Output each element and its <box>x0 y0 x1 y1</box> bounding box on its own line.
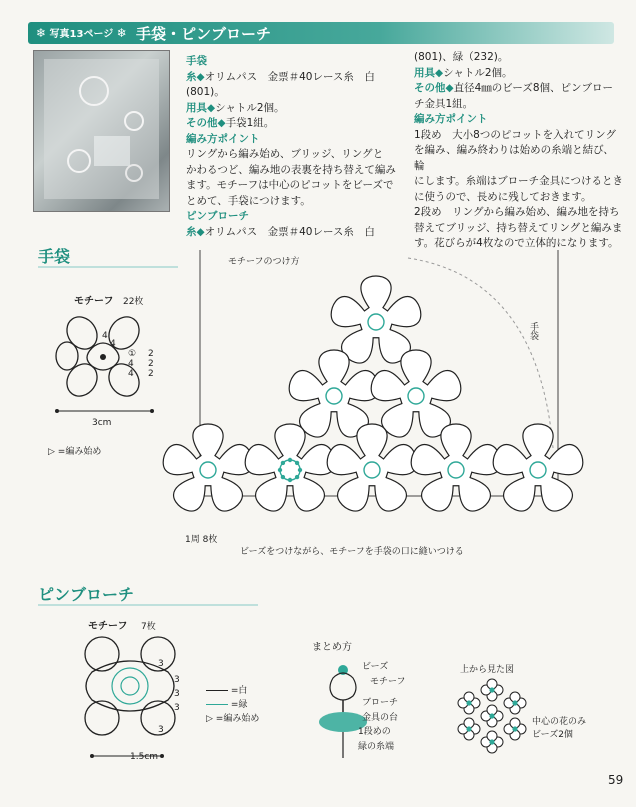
petal-ring <box>56 342 78 370</box>
text-line <box>414 81 624 97</box>
legend-white: =白 <box>206 684 259 698</box>
photo-checker <box>94 136 130 166</box>
mini-flower <box>481 731 503 753</box>
legend-start: ▷ =編み始め <box>206 714 260 724</box>
page-title: 手袋・ピンブローチ <box>136 25 272 43</box>
legend-green: =緑 <box>206 698 259 712</box>
glove-heading-rule <box>38 266 178 268</box>
text-line <box>186 54 401 70</box>
top-view-diagram <box>452 676 532 756</box>
petal-ring <box>85 637 119 671</box>
stitch-count: 3 <box>158 659 164 669</box>
body-text: 1段め 大小8つのピコットを入れてリング <box>414 128 616 141</box>
flower-motif <box>371 350 461 437</box>
text-line <box>414 143 624 174</box>
petal-ring <box>61 358 103 402</box>
brooch-size-label: 1.5cm <box>130 752 159 762</box>
body-text: (801)、緑（232)。 <box>414 51 509 63</box>
body-text: 手袋1組。 <box>225 117 275 129</box>
size-end <box>90 754 94 758</box>
section-label: 用具 <box>414 66 435 79</box>
section-label: 糸 <box>186 70 197 83</box>
section-label: 編み方ポイント <box>186 132 260 145</box>
petal-ring <box>85 701 119 735</box>
thread-label: 1段めの <box>358 727 391 737</box>
bead <box>295 461 299 465</box>
center-picot <box>100 354 106 360</box>
text-line <box>414 97 624 113</box>
glove-size-label: 3cm <box>92 418 112 428</box>
product-photo <box>33 50 170 212</box>
snowflake-icon: ❄ <box>36 26 47 40</box>
text-line <box>186 209 401 225</box>
text-line <box>414 50 624 66</box>
stitch-count: 4 <box>128 359 134 369</box>
section-label: 糸 <box>186 225 197 238</box>
mini-flower <box>504 692 526 714</box>
diamond-icon: ◆ <box>445 82 454 94</box>
body-text: にします。糸端はブローチ金具につけるとき <box>414 175 623 187</box>
body-text: 替えてブリッジ、持ち替えてリングと編みま <box>414 221 623 234</box>
diamond-icon: ◆ <box>435 66 444 79</box>
base-label-2: 金具の台 <box>362 713 399 723</box>
round-count-label: 1周 8枚 <box>185 535 218 545</box>
text-line <box>186 163 401 179</box>
stitch-count: 2 <box>148 359 154 369</box>
bead <box>512 700 517 705</box>
bead <box>489 687 494 692</box>
body-text: リングから編み始め、ブリッジ、リングと <box>186 148 384 160</box>
assembly-labels <box>358 660 406 755</box>
bead <box>295 475 299 479</box>
beads-label: ビーズ <box>362 662 389 672</box>
glove-motif-diagram <box>52 308 172 418</box>
motif-part-label: モチーフ <box>370 677 406 687</box>
bead <box>281 475 285 479</box>
stitch-count: 2 <box>148 349 154 359</box>
mini-flower <box>481 705 503 727</box>
text-line <box>414 66 624 82</box>
mini-flower <box>481 679 503 701</box>
brooch-heading-rule <box>38 604 258 606</box>
text-line <box>186 70 401 86</box>
diamond-icon: ◆ <box>196 225 205 238</box>
bead <box>489 739 494 744</box>
photo-reference: ❄ 写真13ページ ❄ <box>36 26 127 40</box>
flower-motif <box>493 424 583 511</box>
flower-motif <box>245 424 335 511</box>
motif-shape <box>330 673 356 700</box>
glove-heading: 手袋 <box>38 247 71 266</box>
size-end <box>150 409 154 413</box>
brooch-heading: ピンブローチ <box>38 585 135 604</box>
section-label: 手袋 <box>186 55 207 67</box>
diamond-icon: ◆ <box>207 101 216 114</box>
top-view-note <box>532 716 586 742</box>
body-text: ます。モチーフは中心のピコットをビーズで <box>186 179 394 191</box>
photo-illustration <box>34 51 169 211</box>
text-line <box>414 174 624 190</box>
section-label: 編み方ポイント <box>414 113 488 125</box>
bead <box>281 461 285 465</box>
bead <box>466 700 471 705</box>
text-line <box>414 112 624 128</box>
text-line <box>414 128 624 144</box>
center-label: 中心の花のみ <box>532 717 587 727</box>
page-number: 59 <box>608 773 624 787</box>
text-column-left <box>186 54 401 240</box>
text-line <box>186 85 401 101</box>
text-line <box>186 147 401 163</box>
stitch-count: 3 <box>174 675 180 685</box>
stitch-count: 3 <box>174 703 180 713</box>
body-text: チ金具1組。 <box>414 97 474 110</box>
glove-motif-label: モチーフ 22枚 <box>74 296 144 307</box>
body-text: に使うので、長めに残しておきます。 <box>414 190 592 203</box>
bead <box>298 468 302 472</box>
center-label-2: ビーズ2個 <box>532 730 573 740</box>
brooch-motif-diagram <box>62 632 202 762</box>
text-line <box>186 101 401 117</box>
flower-motif <box>163 424 253 511</box>
green-ring <box>112 668 148 704</box>
body-text: オリムパス 金票＃40レース糸 白 <box>204 225 375 238</box>
diamond-icon: ◆ <box>217 117 226 129</box>
bead <box>512 726 517 731</box>
text-column-right <box>414 50 624 252</box>
thread-label-2: 緑の糸端 <box>358 742 395 752</box>
stitch-count: 2 <box>148 369 154 379</box>
text-line <box>186 116 401 132</box>
body-text: (801)。 <box>186 86 225 98</box>
flower-motif <box>411 424 501 511</box>
bead <box>489 713 494 718</box>
mini-flower <box>458 718 480 740</box>
snowflake-icon: ❄ <box>116 26 127 40</box>
body-text: 直径4㎜のビーズ8個、ピンブロー <box>453 82 613 94</box>
body-text: を編み、編み終わりは始めの糸端と結び、輪 <box>414 144 614 172</box>
section-label: その他 <box>186 117 218 129</box>
flower-motif <box>327 424 417 511</box>
size-end <box>55 409 59 413</box>
body-text: オリムパス 金票＃40レース糸 白 <box>204 70 375 83</box>
body-text: とめて、手袋につけます。 <box>186 194 311 207</box>
flower-motif <box>331 276 421 363</box>
layout-title: モチーフのつけ方 <box>228 257 300 267</box>
body-text: シャトル2個。 <box>443 66 513 79</box>
text-line <box>414 221 624 237</box>
bead <box>278 468 282 472</box>
diamond-icon: ◆ <box>196 70 205 83</box>
start-arrow-icon: ▷ <box>48 447 55 457</box>
petal-ring <box>103 358 145 402</box>
glove-edge-label: 手袋 <box>528 322 538 340</box>
section-label: その他 <box>414 82 446 94</box>
mini-flower <box>458 692 480 714</box>
bead <box>466 726 471 731</box>
green-ring-inner <box>121 677 139 695</box>
text-line <box>186 225 401 241</box>
stitch-count: 4 <box>110 339 116 349</box>
brooch-motif-label: モチーフ 7枚 <box>88 621 156 632</box>
motif-layout-diagram <box>158 248 578 548</box>
start-arrow-icon: ▷ <box>206 714 213 724</box>
green-line-icon <box>206 704 228 705</box>
size-end <box>160 754 164 758</box>
text-line <box>186 132 401 148</box>
body-text: かわるつど、編み地の表裏を持ち替えて編み <box>186 163 396 176</box>
glove-start-legend: ▷ =編み始め <box>48 447 102 457</box>
body-text: 2段め リングから編み始め、編み地を持ち <box>414 206 620 218</box>
stitch-count: 4 <box>102 331 108 341</box>
body-text: シャトル2個。 <box>215 101 285 114</box>
body-text: す。花びらが4枚なので立体的になります。 <box>414 237 619 249</box>
brooch-legend <box>206 684 259 726</box>
stitch-count: 4 <box>128 369 134 379</box>
attach-note: ビーズをつけながら、モチーフを手袋の口に縫いつける <box>240 547 464 557</box>
stitch-count: 3 <box>158 725 164 735</box>
text-line <box>414 190 624 206</box>
mini-flower <box>504 718 526 740</box>
section-label: ピンブローチ <box>186 210 249 222</box>
bead <box>288 478 292 482</box>
flower-motif <box>289 350 379 437</box>
top-view-title: 上から見た図 <box>460 665 515 675</box>
base-label: ブローチ <box>362 698 399 708</box>
text-line <box>414 205 624 221</box>
assembly-title: まとめ方 <box>312 642 352 653</box>
text-line <box>186 194 401 210</box>
step-circle: ① <box>128 349 137 359</box>
stitch-count: 3 <box>174 689 180 699</box>
petal-ring <box>61 311 103 355</box>
text-line <box>186 178 401 194</box>
white-line-icon <box>206 690 228 691</box>
section-label: 用具 <box>186 101 207 114</box>
bead <box>288 458 292 462</box>
